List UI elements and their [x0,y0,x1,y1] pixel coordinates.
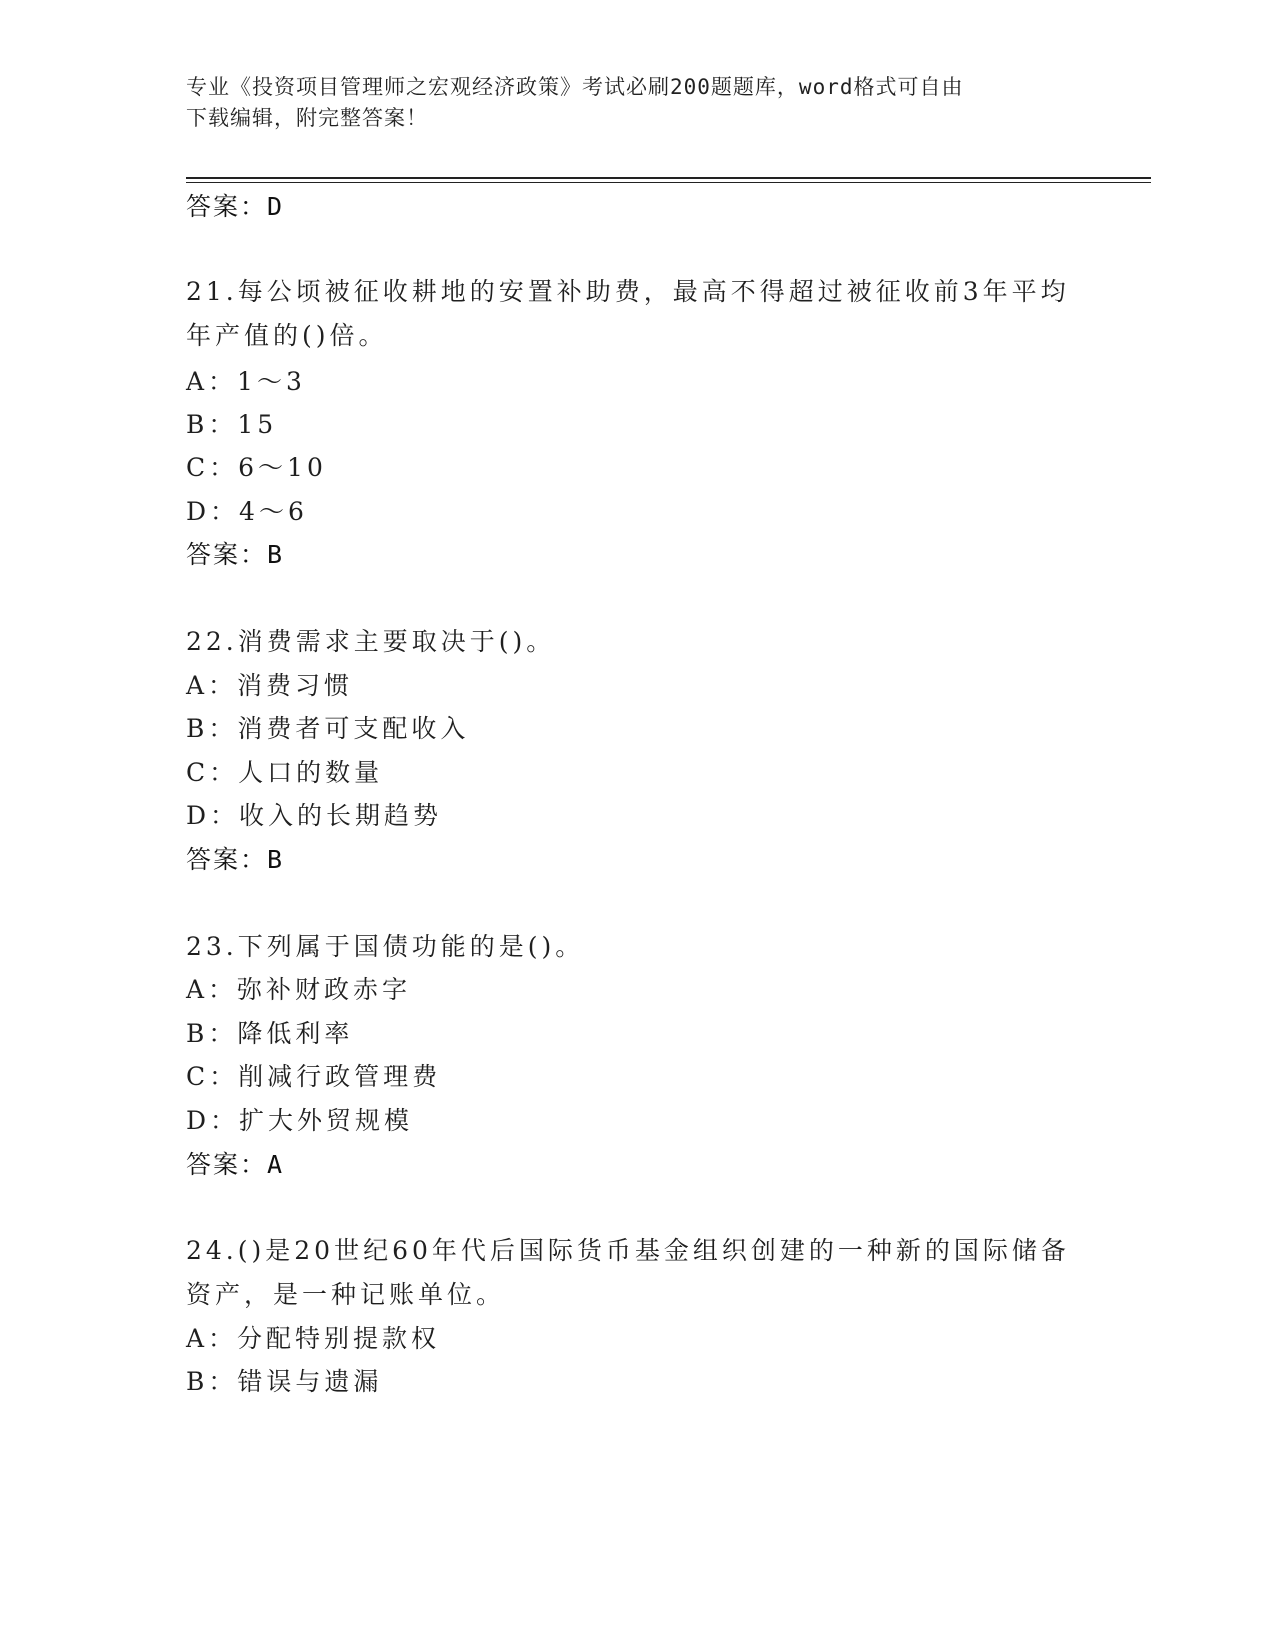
question-22-option-a: A：消费习惯 [186,671,354,700]
previous-answer [186,187,284,223]
question-21-option-c: C：6～10 [186,453,327,482]
question-24-option-b: B：错误与遗漏 [186,1367,383,1396]
document-header [186,72,1086,134]
question-21-option-d: D：4～6 [186,497,308,526]
answer-value: B [267,845,285,874]
question-21-option-b: B：15 [186,410,278,439]
question-21-option-a: A：1～3 [186,367,306,396]
answer-label: 答案： [186,192,268,221]
question-21-stem-line-2: 年产值的()倍。 [186,321,388,350]
answer-label: 答案： [186,1150,268,1179]
answer-label: 答案： [186,540,268,569]
question-21-stem-line-1: 21.每公顷被征收耕地的安置补助费，最高不得超过被征收前3年平均 [186,277,1070,306]
question-22-option-c: C：人口的数量 [186,758,384,787]
answer-label: 答案： [186,845,268,874]
answer-value: D [267,192,285,221]
answer-value: A [267,1150,285,1179]
question-22-stem: 22.消费需求主要取决于()。 [186,627,556,656]
question-23-answer [186,1145,284,1181]
question-22-answer [186,840,284,876]
question-23-option-c: C：削减行政管理费 [186,1062,442,1091]
question-22-option-d: D：收入的长期趋势 [186,801,443,830]
question-23-option-b: B：降低利率 [186,1019,354,1048]
question-24-option-a: A：分配特别提款权 [186,1324,441,1353]
question-24-stem-line-1: 24.()是20世纪60年代后国际货币基金组织创建的一种新的国际储备 [186,1236,1070,1265]
question-21-answer [186,535,284,571]
header-divider-thick [186,177,1151,179]
header-divider-thin [186,182,1151,183]
question-23-stem: 23.下列属于国债功能的是()。 [186,932,585,961]
question-24-stem-line-2: 资产，是一种记账单位。 [186,1280,506,1309]
question-22-option-b: B：消费者可支配收入 [186,714,470,743]
header-line-2: 下载编辑，附完整答案！ [186,106,428,130]
header-line-1: 专业《投资项目管理师之宏观经济政策》考试必刷200题题库，word格式可自由 [186,75,964,99]
answer-value: B [267,540,285,569]
question-23-option-d: D：扩大外贸规模 [186,1106,414,1135]
question-23-option-a: A：弥补财政赤字 [186,975,412,1004]
